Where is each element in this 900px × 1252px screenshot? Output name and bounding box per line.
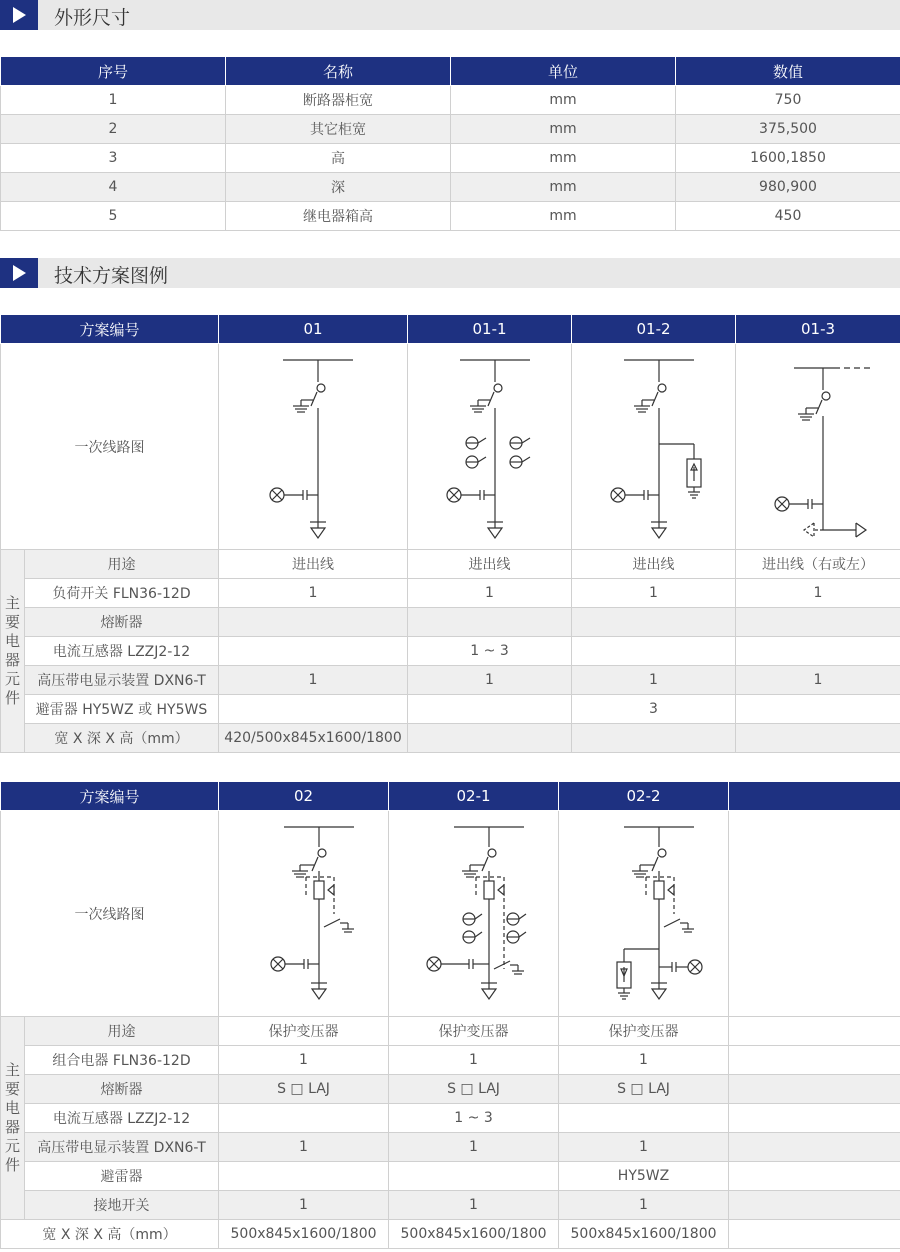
cell [219, 695, 408, 724]
cell: 1 [736, 666, 900, 695]
cell [389, 1162, 559, 1191]
cell: 1 ~ 3 [408, 637, 572, 666]
side-label: 主要电器元件 [1, 1017, 25, 1220]
header-cell: 序号 [1, 57, 226, 86]
cell [408, 608, 572, 637]
row-label: 用途 [25, 550, 219, 579]
table-row [1, 173, 900, 202]
cell: 进出线 [219, 550, 408, 579]
cell: 375,500 [676, 115, 900, 144]
cell: 1 [408, 666, 572, 695]
header-cell: 01-2 [572, 315, 736, 344]
cell [219, 1104, 389, 1133]
cell [559, 1104, 729, 1133]
cell [219, 608, 408, 637]
scheme-table-01 [0, 314, 900, 753]
row-label: 避雷器 [25, 1162, 219, 1191]
circuit-diagram-02-2 [559, 811, 729, 1017]
cell: 500x845x1600/1800 [219, 1220, 389, 1249]
header-cell: 02-1 [389, 782, 559, 811]
cell: 高 [226, 144, 451, 173]
cell: 1 [736, 579, 900, 608]
cell: 1 [219, 1133, 389, 1162]
cell [729, 1075, 900, 1104]
header-cell: 单位 [451, 57, 676, 86]
diagram-row-label: 一次线路图 [1, 811, 219, 1017]
cell: 进出线（右或左） [736, 550, 900, 579]
row-label: 电流互感器 LZZJ2-12 [25, 637, 219, 666]
cell: 1 [1, 86, 226, 115]
cell: 5 [1, 202, 226, 231]
circuit-diagram-01-2 [572, 344, 736, 550]
cell: 750 [676, 86, 900, 115]
cell: 保护变压器 [389, 1017, 559, 1046]
cell [408, 724, 572, 753]
cell [572, 724, 736, 753]
cell: S □ LAJ [389, 1075, 559, 1104]
side-label: 主要电器元件 [1, 550, 25, 753]
cell: 1 [559, 1191, 729, 1220]
circuit-diagram-02-1 [389, 811, 559, 1017]
cell: 1 ~ 3 [389, 1104, 559, 1133]
cell [729, 1017, 900, 1046]
cell: S □ LAJ [219, 1075, 389, 1104]
table-row [1, 86, 900, 115]
cell: 500x845x1600/1800 [559, 1220, 729, 1249]
cell: 进出线 [572, 550, 736, 579]
cell [736, 608, 900, 637]
cell: 1 [389, 1191, 559, 1220]
cell: 进出线 [408, 550, 572, 579]
cell: 1 [219, 1191, 389, 1220]
cell: 450 [676, 202, 900, 231]
cell: 4 [1, 173, 226, 202]
cell: 420/500x845x1600/1800 [219, 724, 408, 753]
cell [729, 1104, 900, 1133]
cell: HY5WZ [559, 1162, 729, 1191]
cell: 保护变压器 [219, 1017, 389, 1046]
cell: 深 [226, 173, 451, 202]
header-cell [729, 782, 900, 811]
header-cell: 01 [219, 315, 408, 344]
table-row [1, 202, 900, 231]
cell [729, 1220, 900, 1249]
row-label: 宽 X 深 X 高（mm） [25, 724, 219, 753]
cell: mm [451, 115, 676, 144]
header-cell: 01-1 [408, 315, 572, 344]
cell: 3 [572, 695, 736, 724]
empty-diagram-cell [729, 811, 900, 1017]
circuit-diagram-01 [219, 344, 408, 550]
cell: 其它柜宽 [226, 115, 451, 144]
play-triangle-icon [0, 0, 38, 30]
dimensions-table [0, 56, 900, 231]
cell [729, 1191, 900, 1220]
row-label: 用途 [25, 1017, 219, 1046]
cell: 1 [408, 579, 572, 608]
row-label: 电流互感器 LZZJ2-12 [25, 1104, 219, 1133]
row-label: 熔断器 [25, 608, 219, 637]
header-cell: 数值 [676, 57, 900, 86]
cell: 1 [219, 1046, 389, 1075]
cell: S □ LAJ [559, 1075, 729, 1104]
cell [219, 637, 408, 666]
cell: 1 [559, 1133, 729, 1162]
cell [729, 1046, 900, 1075]
cell [219, 1162, 389, 1191]
section-header-schemes [0, 258, 900, 288]
cell: 继电器箱高 [226, 202, 451, 231]
table-row [1, 115, 900, 144]
header-cell: 方案编号 [1, 782, 219, 811]
cell: 500x845x1600/1800 [389, 1220, 559, 1249]
cell [736, 724, 900, 753]
cell [572, 637, 736, 666]
cell: 1 [389, 1133, 559, 1162]
circuit-diagram-01-3 [736, 344, 900, 550]
table-row [1, 144, 900, 173]
cell [736, 695, 900, 724]
cell [572, 608, 736, 637]
cell: 1 [219, 666, 408, 695]
cell [408, 695, 572, 724]
section-title: 技术方案图例 [54, 265, 169, 287]
row-label: 高压带电显示装置 DXN6-T [25, 1133, 219, 1162]
circuit-diagram-02 [219, 811, 389, 1017]
row-label: 接地开关 [25, 1191, 219, 1220]
cell [729, 1133, 900, 1162]
cell: 2 [1, 115, 226, 144]
header-cell: 01-3 [736, 315, 900, 344]
header-cell: 02-2 [559, 782, 729, 811]
cell: 保护变压器 [559, 1017, 729, 1046]
cell: 1 [572, 666, 736, 695]
scheme-table-02 [0, 781, 900, 1249]
diagram-row-label: 一次线路图 [1, 344, 219, 550]
cell: 980,900 [676, 173, 900, 202]
cell [729, 1162, 900, 1191]
cell: 1 [389, 1046, 559, 1075]
row-label: 熔断器 [25, 1075, 219, 1104]
row-label: 组合电器 FLN36-12D [25, 1046, 219, 1075]
row-label: 宽 X 深 X 高（mm） [1, 1220, 219, 1249]
header-cell: 名称 [226, 57, 451, 86]
cell: mm [451, 144, 676, 173]
section-header-dimensions [0, 0, 900, 30]
play-triangle-icon [0, 258, 38, 288]
cell: mm [451, 173, 676, 202]
header-cell: 方案编号 [1, 315, 219, 344]
cell: 1 [572, 579, 736, 608]
circuit-diagram-01-1 [408, 344, 572, 550]
section-title: 外形尺寸 [54, 7, 131, 29]
row-label: 负荷开关 FLN36-12D [25, 579, 219, 608]
cell: 1600,1850 [676, 144, 900, 173]
cell: 3 [1, 144, 226, 173]
cell: 1 [219, 579, 408, 608]
cell [736, 637, 900, 666]
cell: mm [451, 86, 676, 115]
cell: 1 [559, 1046, 729, 1075]
row-label: 避雷器 HY5WZ 或 HY5WS [25, 695, 219, 724]
cell: mm [451, 202, 676, 231]
header-cell: 02 [219, 782, 389, 811]
row-label: 高压带电显示装置 DXN6-T [25, 666, 219, 695]
cell: 断路器柜宽 [226, 86, 451, 115]
